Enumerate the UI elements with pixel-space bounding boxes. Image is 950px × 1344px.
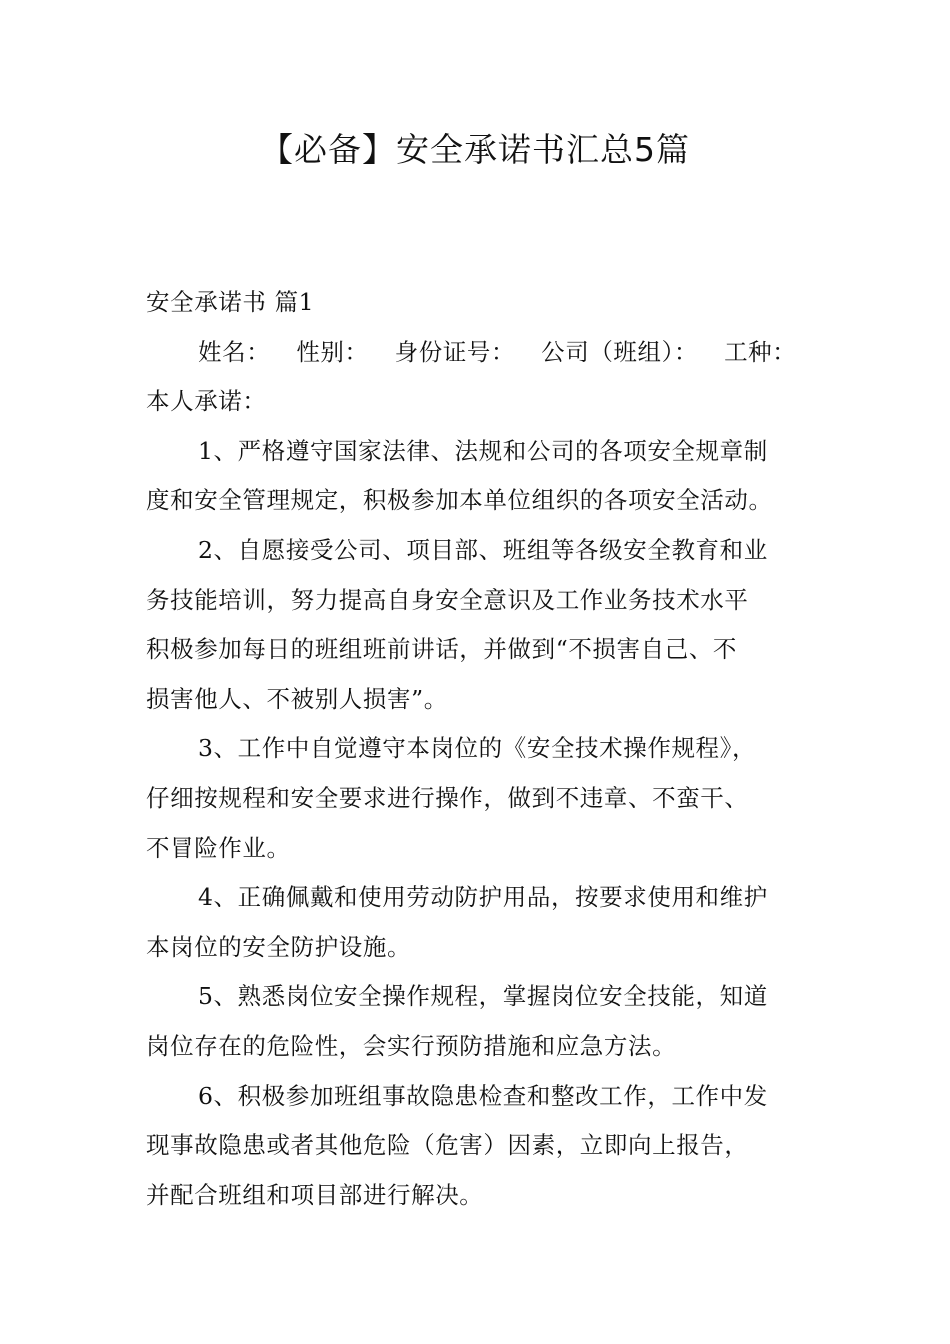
paragraph-line: 务技能培训，努力提高自身安全意识及工作业务技术水平 [146, 585, 749, 614]
commitment-item-5 [146, 972, 810, 1071]
gender-field-label: 性别： [296, 337, 369, 366]
commitment-item-4 [146, 873, 810, 972]
commitment-item-1 [146, 427, 810, 526]
intro-text: 本人承诺： [146, 387, 267, 416]
paragraph-line: 积极参加每日的班组班前讲话，并做到“不损害自己、不 [146, 635, 738, 664]
paragraph-line: 6、积极参加班组事故隐患检查和整改工作，工作中发 [198, 1081, 768, 1110]
paragraph-line: 并配合班组和项目部进行解决。 [146, 1180, 484, 1209]
paragraph-line: 仔细按规程和安全要求进行操作，做到不违章、不蛮干、 [146, 783, 749, 812]
job-type-field-label: 工种： [724, 337, 797, 366]
paragraph-line: 度和安全管理规定，积极参加本单位组织的各项安全活动。 [146, 486, 773, 515]
document-body [146, 278, 810, 1220]
paragraph-line: 不冒险作业。 [146, 833, 291, 862]
paragraph-line: 损害他人、不被别人损害”。 [146, 684, 448, 713]
id-number-field-label: 身份证号： [394, 337, 516, 366]
paragraph-line: 现事故隐患或者其他危险（危害）因素，立即向上报告， [146, 1131, 749, 1160]
document-title: 【必备】安全承诺书汇总5篇 [260, 130, 690, 169]
section-heading: 安全承诺书 篇1 [146, 288, 315, 316]
paragraph-line: 2、自愿接受公司、项目部、班组等各级安全教育和业 [198, 535, 768, 564]
paragraph-line: 4、正确佩戴和使用劳动防护用品，按要求使用和维护 [198, 883, 768, 912]
paragraph-line: 岗位存在的危险性，会实行预防措施和应急方法。 [146, 1031, 677, 1060]
paragraph-line: 5、熟悉岗位安全操作规程，掌握岗位安全技能，知道 [198, 982, 768, 1011]
info-fields-row [146, 328, 810, 378]
company-team-field-label: 公司（班组）： [541, 337, 699, 366]
commitment-item-2 [146, 526, 810, 724]
name-field-label: 姓名： [198, 337, 271, 366]
paragraph-line: 本岗位的安全防护设施。 [146, 932, 412, 961]
paragraph-line: 3、工作中自觉遵守本岗位的《安全技术操作规程》， [198, 734, 757, 763]
commitment-item-6 [146, 1072, 810, 1221]
commitment-item-3 [146, 724, 810, 873]
paragraph-line: 1、严格遵守国家法律、法规和公司的各项安全规章制 [198, 436, 768, 465]
